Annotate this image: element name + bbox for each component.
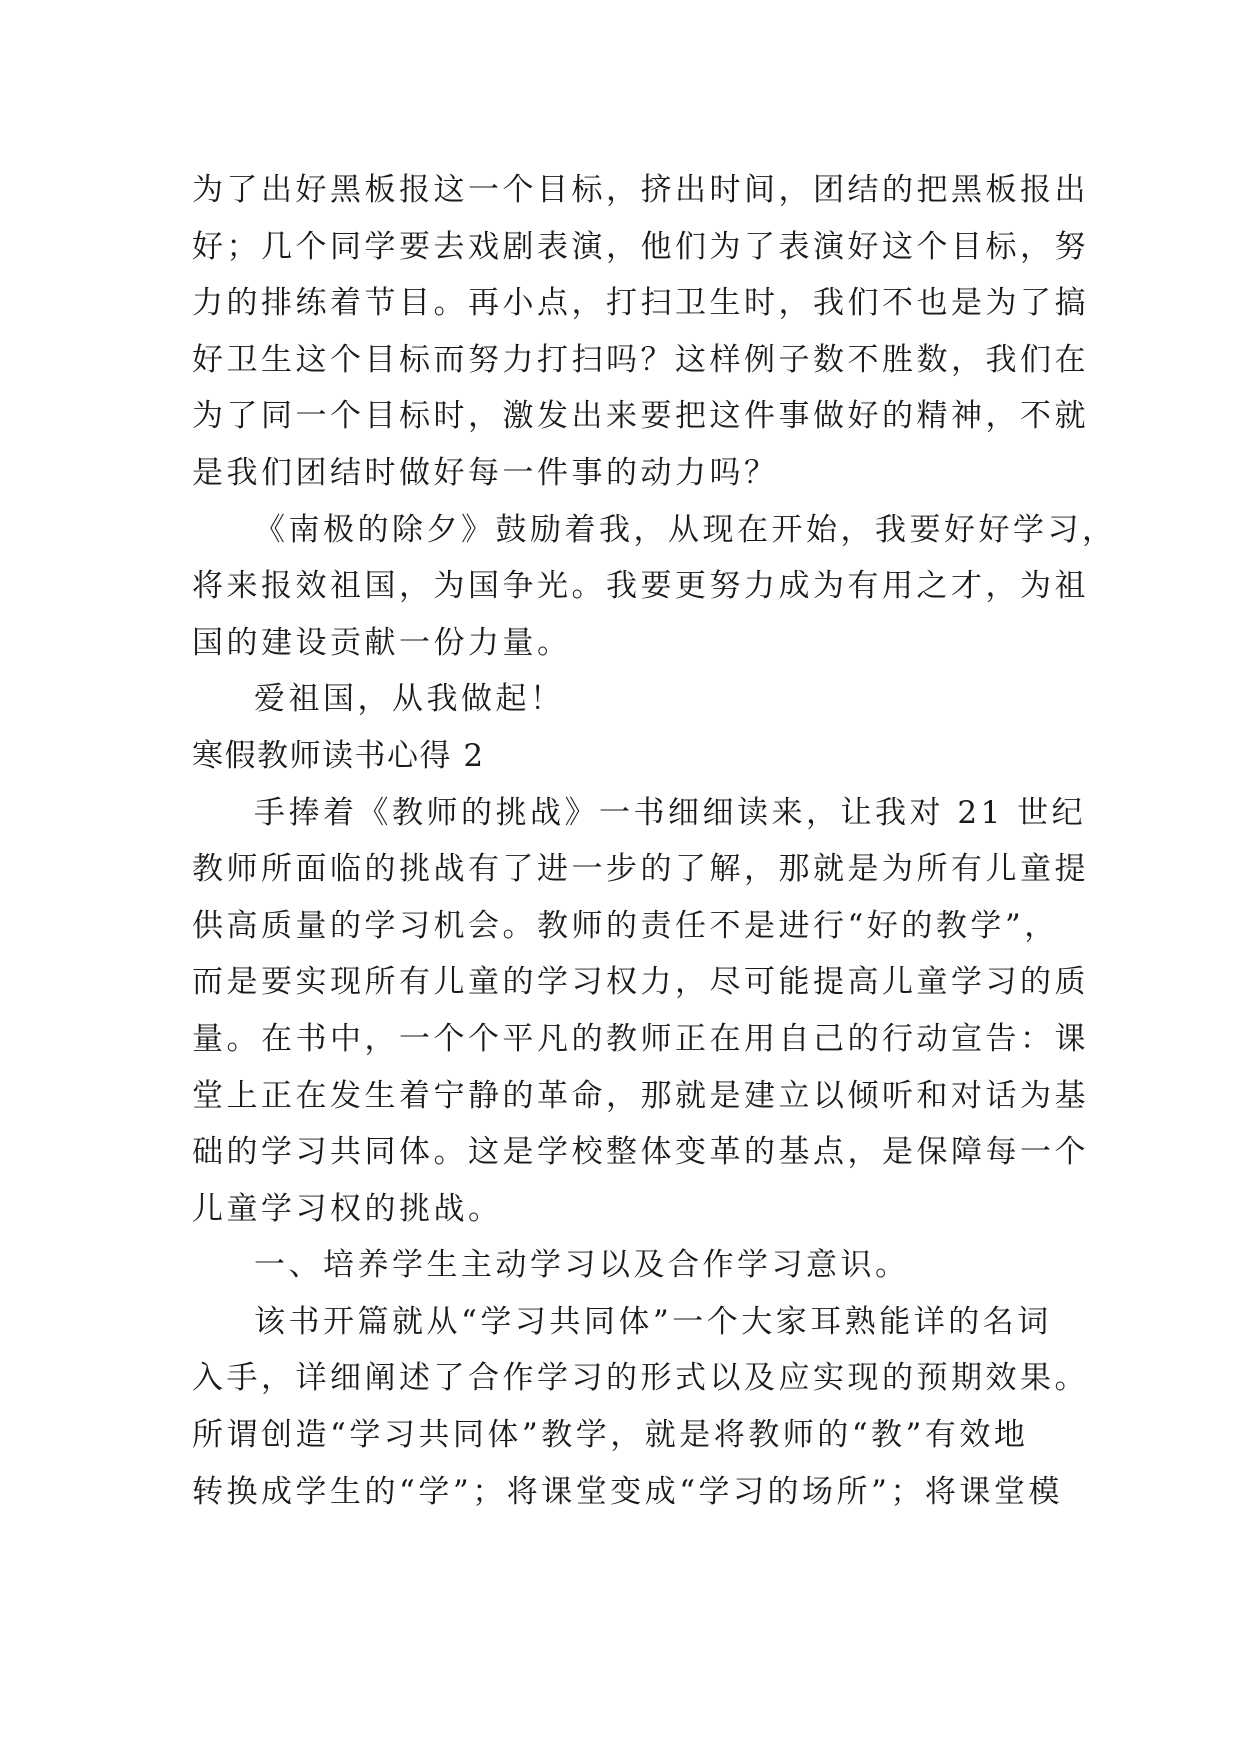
text-line: 国的建设贡献一份力量。 [192,624,572,661]
text-line: 《南极的除夕》鼓励着我，从现在开始，我要好好学习， [254,511,1117,548]
text-line: 堂上正在发生着宁静的革命，那就是建立以倾听和对话为基 [192,1077,1089,1114]
text-line: 手捧着《教师的挑战》一书细细读来，让我对 21 世纪 [254,794,1087,831]
text-line: 所谓创造“学习共同体”教学，就是将教师的“教”有效地 [192,1417,1029,1454]
text-line: 础的学习共同体。这是学校整体变革的基点，是保障每一个 [192,1134,1089,1171]
document-body [192,162,1117,1520]
text-line: 为了出好黑板报这一个目标，挤出时间，团结的把黑板报出 [192,172,1089,208]
section-heading: 寒假教师读书心得 2 [192,737,485,774]
text-line: 教师所面临的挑战有了进一步的了解，那就是为所有儿童提 [192,851,1089,888]
text-line: 好；几个同学要去戏剧表演，他们为了表演好这个目标，努 [192,228,1089,265]
text-line: 将来报效祖国，为国争光。我要更努力成为有用之才，为祖 [192,568,1089,605]
text-line: 是我们团结时做好每一件事的动力吗？ [192,454,779,491]
text-line: 好卫生这个目标而努力打扫吗？这样例子数不胜数，我们在 [192,341,1089,378]
text-line: 量。在书中，一个个平凡的教师正在用自己的行动宣告：课 [192,1020,1089,1057]
text-line: 供高质量的学习机会。教师的责任不是进行“好的教学”， [192,907,1059,944]
text-line: 力的排练着节目。再小点，打扫卫生时，我们不也是为了搞 [192,285,1089,322]
text-line: 儿童学习权的挑战。 [192,1190,503,1227]
text-line: 爱祖国，从我做起！ [254,681,565,718]
text-line: 而是要实现所有儿童的学习权力，尽可能提高儿童学习的质 [192,964,1089,1001]
text-line: 一、培养学生主动学习以及合作学习意识。 [254,1247,910,1284]
text-line: 转换成学生的“学”；将课堂变成“学习的场所”；将课堂模 [192,1473,1063,1510]
text-line: 该书开篇就从“学习共同体”一个大家耳熟能详的名词 [254,1303,1052,1340]
text-line: 为了同一个目标时，激发出来要把这件事做好的精神，不就 [192,398,1089,435]
text-line: 入手，详细阐述了合作学习的形式以及应实现的预期效果。 [192,1360,1089,1397]
